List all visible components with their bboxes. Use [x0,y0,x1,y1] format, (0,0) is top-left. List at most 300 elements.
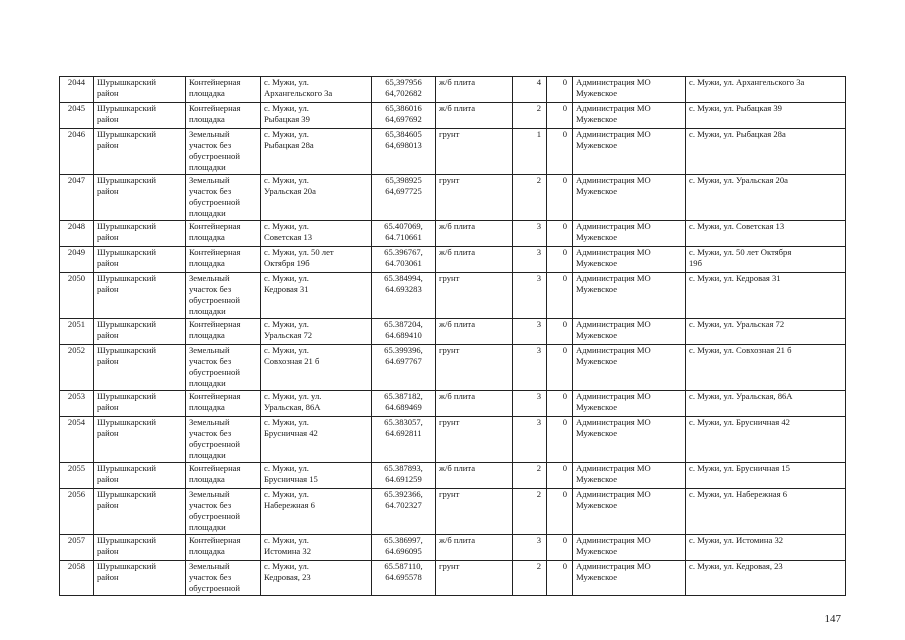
cell-coordinates-line: 65.384994, [384,273,423,283]
cell-site-type-line: Контейнерная [189,247,241,257]
cell-owner-line: Администрация МО [576,463,651,473]
cell-waste-source [686,489,846,535]
cell-waste-source-line: с. Мужи, ул. Кедровая 31 [689,273,781,283]
cell-waste-source [686,535,846,561]
cell-surface: грунт [436,273,513,319]
cell-id: 2051 [60,319,94,345]
cell-coordinates [372,103,436,129]
cell-address-line: с. Мужи, ул. [264,175,309,185]
cell-surface: грунт [436,175,513,221]
cell-district-line: Шурышкарский [97,77,156,87]
cell-coordinates [372,561,436,596]
cell-site-type-line: площадка [189,474,225,484]
cell-address-line: Истомина 32 [264,546,311,556]
table-row [60,273,846,319]
cell-container-count: 2 [513,489,547,535]
cell-owner-line: Администрация МО [576,175,651,185]
cell-site-type-line: участок без [189,140,232,150]
cell-owner-line: Администрация МО [576,345,651,355]
registry-table [59,76,846,596]
cell-address-line: Рыбацкая 39 [264,114,310,124]
cell-address [261,417,372,463]
cell-district-line: район [97,258,119,268]
cell-container-count-2: 0 [547,417,573,463]
cell-surface: ж/б плита [436,247,513,273]
cell-site-type-line: участок без [189,284,232,294]
cell-owner-line: Администрация МО [576,247,651,257]
cell-district-line: район [97,356,119,366]
cell-address-line: Брусничная 15 [264,474,318,484]
cell-owner-line: Мужевское [576,474,618,484]
cell-district [94,463,186,489]
cell-address-line: Кедровая 31 [264,284,309,294]
cell-site-type [186,129,261,175]
cell-id: 2055 [60,463,94,489]
cell-coordinates-line: 65.387182, [384,391,423,401]
cell-address-line: Уральская 72 [264,330,313,340]
cell-waste-source-line: с. Мужи, ул. Советская 13 [689,221,785,231]
cell-site-type-line: площадки [189,162,226,172]
cell-address-line: Брусничная 42 [264,428,318,438]
cell-waste-source-line: с. Мужи, ул. Рыбацкая 39 [689,103,782,113]
cell-coordinates-line: 64.696095 [385,546,422,556]
cell-district-line: район [97,140,119,150]
cell-coordinates-line: 64.689469 [385,402,422,412]
cell-owner-line: Мужевское [576,140,618,150]
cell-coordinates-line: 65.387204, [384,319,423,329]
cell-coordinates [372,273,436,319]
cell-address-line: Рыбацкая 28а [264,140,314,150]
cell-owner [573,319,686,345]
cell-district-line: район [97,428,119,438]
cell-owner-line: Мужевское [576,402,618,412]
cell-coordinates-line: 64,698013 [385,140,422,150]
cell-container-count-2: 0 [547,489,573,535]
cell-waste-source-line: с. Мужи, ул. Рыбацкая 28а [689,129,786,139]
cell-owner-line: Мужевское [576,428,618,438]
cell-coordinates-line: 64.691259 [385,474,422,484]
cell-coordinates [372,535,436,561]
cell-district-line: Шурышкарский [97,319,156,329]
cell-owner [573,129,686,175]
cell-address-line: с. Мужи, ул. [264,345,309,355]
cell-waste-source-line: с. Мужи, ул. 50 лет Октября [689,247,792,257]
cell-district-line: район [97,114,119,124]
page-number: 147 [824,613,841,625]
cell-coordinates-line: 65.396767, [384,247,423,257]
cell-coordinates-line: 65,384605 [385,129,422,139]
cell-address-line: с. Мужи, ул. [264,463,309,473]
cell-coordinates-line: 65.587110, [384,561,423,571]
cell-owner-line: Администрация МО [576,535,651,545]
cell-coordinates [372,391,436,417]
cell-coordinates [372,175,436,221]
cell-site-type [186,535,261,561]
cell-address-line: с. Мужи, ул. [264,535,309,545]
cell-coordinates [372,417,436,463]
cell-id: 2057 [60,535,94,561]
cell-waste-source-line: с. Мужи, ул. Истомина 32 [689,535,784,545]
table-row [60,129,846,175]
cell-surface: грунт [436,561,513,596]
table-row [60,535,846,561]
cell-address-line: Октября 19б [264,258,310,268]
cell-id: 2044 [60,77,94,103]
cell-waste-source [686,247,846,273]
table-row [60,247,846,273]
cell-site-type-line: площадка [189,402,225,412]
cell-district [94,247,186,273]
cell-container-count: 2 [513,175,547,221]
cell-waste-source [686,345,846,391]
cell-owner [573,417,686,463]
cell-district-line: район [97,88,119,98]
cell-coordinates-line: 64.692811 [385,428,422,438]
cell-address-line: Уральская 20а [264,186,316,196]
cell-address [261,103,372,129]
cell-owner-line: Мужевское [576,114,618,124]
cell-site-type-line: площадка [189,258,225,268]
cell-owner-line: Администрация МО [576,561,651,571]
cell-owner-line: Администрация МО [576,77,651,87]
cell-container-count-2: 0 [547,221,573,247]
cell-district-line: район [97,330,119,340]
cell-surface: грунт [436,417,513,463]
cell-owner-line: Мужевское [576,88,618,98]
cell-container-count: 2 [513,103,547,129]
cell-owner-line: Администрация МО [576,273,651,283]
cell-id: 2058 [60,561,94,596]
cell-coordinates-line: 64.697767 [385,356,422,366]
cell-site-type [186,319,261,345]
cell-coordinates-line: 64,702682 [385,88,422,98]
cell-surface: ж/б плита [436,319,513,345]
cell-address-line: Совхозная 21 б [264,356,320,366]
table-row [60,103,846,129]
cell-waste-source [686,103,846,129]
cell-address [261,345,372,391]
cell-site-type-line: участок без [189,186,232,196]
cell-owner-line: Мужевское [576,330,618,340]
cell-address-line: с. Мужи, ул. [264,489,309,499]
cell-surface: ж/б плита [436,221,513,247]
cell-waste-source [686,319,846,345]
cell-coordinates-line: 64.703061 [385,258,422,268]
cell-owner [573,247,686,273]
cell-id: 2045 [60,103,94,129]
cell-address [261,319,372,345]
cell-container-count-2: 0 [547,463,573,489]
cell-container-count-2: 0 [547,175,573,221]
cell-waste-source-line: с. Мужи, ул. Архангельского 3а [689,77,805,87]
cell-owner [573,391,686,417]
cell-site-type-line: Контейнерная [189,103,241,113]
cell-owner [573,561,686,596]
cell-waste-source [686,417,846,463]
cell-container-count: 2 [513,561,547,596]
cell-waste-source [686,561,846,596]
cell-site-type-line: площадка [189,232,225,242]
cell-site-type-line: обустроенной [189,367,240,377]
cell-coordinates-line: 64.693283 [385,284,422,294]
cell-container-count-2: 0 [547,129,573,175]
cell-district-line: Шурышкарский [97,535,156,545]
cell-container-count: 3 [513,319,547,345]
cell-site-type [186,345,261,391]
cell-coordinates-line: 64.689410 [385,330,422,340]
cell-district-line: район [97,546,119,556]
cell-site-type-line: участок без [189,356,232,366]
cell-waste-source-line: с. Мужи, ул. Кедровая, 23 [689,561,783,571]
cell-site-type-line: Контейнерная [189,319,241,329]
cell-owner-line: Администрация МО [576,417,651,427]
cell-site-type [186,489,261,535]
cell-district [94,535,186,561]
cell-district [94,561,186,596]
cell-waste-source-line: с. Мужи, ул. Уральская 20а [689,175,788,185]
cell-site-type-line: обустроенной [189,439,240,449]
cell-container-count-2: 0 [547,273,573,319]
cell-id: 2046 [60,129,94,175]
cell-district-line: Шурышкарский [97,489,156,499]
cell-address-line: Советская 13 [264,232,313,242]
cell-site-type-line: Земельный [189,175,230,185]
cell-container-count: 2 [513,463,547,489]
cell-surface: грунт [436,489,513,535]
cell-coordinates [372,463,436,489]
cell-waste-source [686,463,846,489]
cell-site-type [186,391,261,417]
cell-owner [573,175,686,221]
cell-district-line: Шурышкарский [97,247,156,257]
cell-district-line: район [97,232,119,242]
cell-waste-source-line: с. Мужи, ул. Уральская 72 [689,319,785,329]
cell-owner [573,463,686,489]
cell-site-type-line: площадка [189,546,225,556]
cell-coordinates-line: 64.695578 [385,572,422,582]
cell-owner [573,221,686,247]
cell-coordinates-line: 65.392366, [384,489,423,499]
cell-district-line: Шурышкарский [97,273,156,283]
cell-address-line: с. Мужи, ул. [264,561,309,571]
cell-container-count-2: 0 [547,319,573,345]
cell-site-type-line: площадки [189,378,226,388]
cell-owner-line: Мужевское [576,232,618,242]
cell-surface: грунт [436,129,513,175]
cell-id: 2049 [60,247,94,273]
cell-container-count-2: 0 [547,391,573,417]
cell-district-line: Шурышкарский [97,175,156,185]
cell-site-type-line: площадки [189,450,226,460]
cell-site-type-line: Земельный [189,273,230,283]
cell-owner-line: Мужевское [576,186,618,196]
cell-site-type-line: Земельный [189,129,230,139]
cell-owner-line: Мужевское [576,500,618,510]
table-row [60,417,846,463]
cell-site-type [186,247,261,273]
cell-owner [573,345,686,391]
cell-district [94,489,186,535]
cell-waste-source [686,391,846,417]
cell-coordinates-line: 64.710661 [385,232,422,242]
cell-district-line: район [97,474,119,484]
cell-waste-source [686,77,846,103]
cell-site-type [186,417,261,463]
cell-site-type-line: Контейнерная [189,77,241,87]
cell-owner [573,535,686,561]
cell-container-count: 3 [513,417,547,463]
cell-container-count-2: 0 [547,561,573,596]
cell-owner-line: Администрация МО [576,103,651,113]
cell-district-line: район [97,284,119,294]
cell-id: 2054 [60,417,94,463]
cell-site-type [186,77,261,103]
cell-district [94,221,186,247]
table-body [60,77,846,596]
cell-site-type-line: площадка [189,330,225,340]
cell-id: 2052 [60,345,94,391]
cell-address [261,535,372,561]
cell-surface: грунт [436,345,513,391]
cell-owner [573,273,686,319]
cell-coordinates-line: 65,397956 [385,77,422,87]
cell-district [94,273,186,319]
cell-surface: ж/б плита [436,463,513,489]
cell-site-type-line: участок без [189,500,232,510]
cell-owner-line: Мужевское [576,572,618,582]
cell-site-type-line: Контейнерная [189,221,241,231]
cell-site-type [186,221,261,247]
cell-address [261,77,372,103]
cell-surface: ж/б плита [436,535,513,561]
cell-owner-line: Мужевское [576,356,618,366]
cell-district [94,129,186,175]
cell-container-count: 3 [513,221,547,247]
cell-address [261,175,372,221]
cell-surface: ж/б плита [436,77,513,103]
cell-address-line: с. Мужи, ул. [264,77,309,87]
cell-surface: ж/б плита [436,391,513,417]
cell-site-type-line: площадка [189,88,225,98]
table-row [60,345,846,391]
cell-district [94,319,186,345]
cell-district [94,345,186,391]
cell-waste-source-line: с. Мужи, ул. Совхозная 21 б [689,345,792,355]
cell-address [261,463,372,489]
cell-address [261,221,372,247]
cell-waste-source-line: 19б [689,258,702,268]
cell-district [94,417,186,463]
cell-site-type-line: участок без [189,428,232,438]
table-row [60,463,846,489]
cell-district [94,77,186,103]
cell-container-count-2: 0 [547,103,573,129]
cell-coordinates-line: 64,697692 [385,114,422,124]
cell-address [261,129,372,175]
cell-container-count: 4 [513,77,547,103]
cell-district-line: Шурышкарский [97,129,156,139]
cell-address-line: с. Мужи, ул. [264,319,309,329]
table-row [60,391,846,417]
cell-district-line: Шурышкарский [97,345,156,355]
cell-site-type-line: площадка [189,114,225,124]
cell-site-type [186,103,261,129]
cell-site-type-line: площадки [189,522,226,532]
cell-coordinates [372,221,436,247]
cell-surface: ж/б плита [436,103,513,129]
cell-address [261,561,372,596]
cell-coordinates [372,77,436,103]
cell-site-type-line: обустроенной [189,583,240,593]
table-row [60,77,846,103]
cell-waste-source [686,273,846,319]
cell-waste-source-line: с. Мужи, ул. Брусничная 15 [689,463,790,473]
cell-site-type-line: Земельный [189,489,230,499]
cell-coordinates-line: 65.399396, [384,345,423,355]
cell-owner-line: Администрация МО [576,391,651,401]
cell-site-type-line: Контейнерная [189,391,241,401]
cell-site-type [186,175,261,221]
cell-site-type-line: обустроенной [189,197,240,207]
cell-address [261,247,372,273]
cell-district-line: Шурышкарский [97,417,156,427]
table-row [60,221,846,247]
cell-site-type [186,273,261,319]
cell-owner-line: Мужевское [576,284,618,294]
cell-coordinates [372,489,436,535]
cell-site-type [186,463,261,489]
cell-owner-line: Администрация МО [576,319,651,329]
cell-district [94,175,186,221]
cell-id: 2047 [60,175,94,221]
cell-waste-source-line: с. Мужи, ул. Брусничная 42 [689,417,790,427]
cell-coordinates [372,345,436,391]
cell-waste-source [686,221,846,247]
cell-address-line: с. Мужи, ул. [264,129,309,139]
cell-site-type-line: Земельный [189,345,230,355]
cell-container-count: 1 [513,129,547,175]
cell-id: 2056 [60,489,94,535]
cell-district-line: район [97,572,119,582]
cell-coordinates-line: 64.702327 [385,500,422,510]
cell-site-type-line: Контейнерная [189,535,241,545]
cell-address [261,489,372,535]
cell-container-count: 3 [513,247,547,273]
cell-district-line: район [97,500,119,510]
cell-id: 2050 [60,273,94,319]
cell-coordinates-line: 65.387893, [384,463,423,473]
cell-site-type-line: обустроенной [189,295,240,305]
cell-waste-source [686,175,846,221]
cell-coordinates-line: 65,386016 [385,103,422,113]
cell-district-line: Шурышкарский [97,221,156,231]
table-row [60,489,846,535]
cell-coordinates [372,129,436,175]
cell-district-line: Шурышкарский [97,391,156,401]
cell-owner [573,103,686,129]
cell-owner [573,489,686,535]
cell-address-line: Набережная 6 [264,500,315,510]
table-row [60,175,846,221]
cell-site-type-line: площадки [189,208,226,218]
cell-district [94,391,186,417]
cell-coordinates [372,319,436,345]
cell-container-count: 3 [513,535,547,561]
cell-waste-source-line: с. Мужи, ул. Набережная 6 [689,489,788,499]
cell-coordinates-line: 65,398925 [385,175,422,185]
cell-container-count-2: 0 [547,247,573,273]
cell-coordinates-line: 65.407069, [384,221,423,231]
